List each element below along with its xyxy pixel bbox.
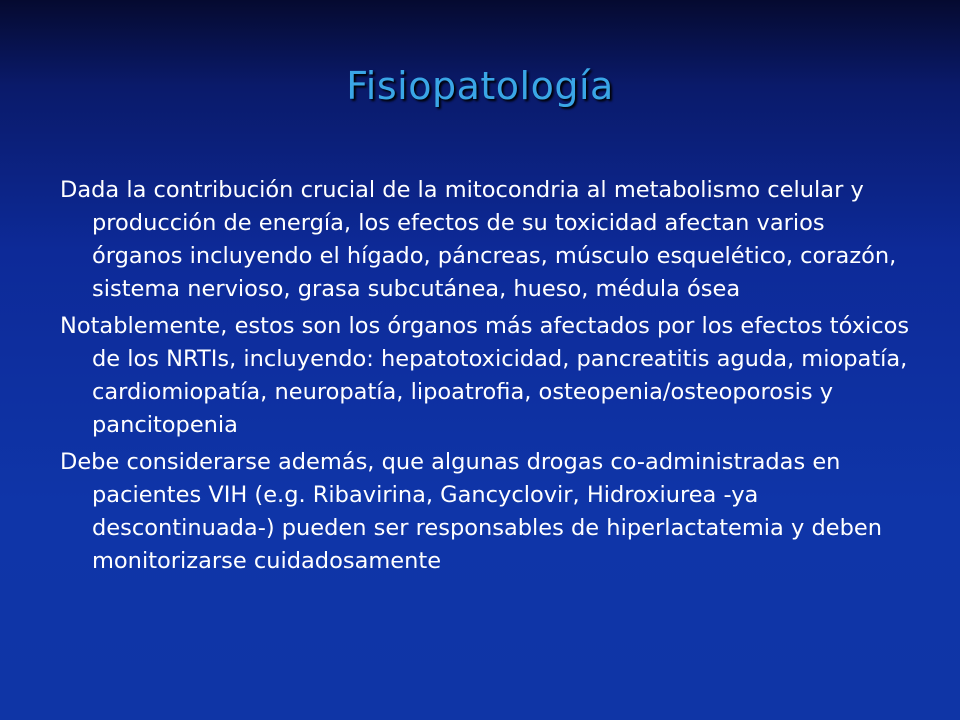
paragraph-coadministered-drugs: Debe considerarse además, que algunas drogas co-administradas en pacientes VIH (e.g. Ribavirina, Gancyclovir, Hidroxiurea -ya descontinuada-) pueden ser responsables de hiperlactatemia y deben monitorizarse cuidadosamente <box>60 449 882 574</box>
slide-title: Fisiopatología <box>346 64 614 108</box>
paragraph-nrti-effects: Notablemente, estos son los órganos más afectados por los efectos tóxicos de los NRTIs, incluyendo: hepatotoxicidad, pancreatitis aguda, miopatía, cardiomiopatía, neuropatía, lipoatrofia, osteopenia/osteoporosis y pancitopenia <box>60 313 910 438</box>
slide-body <box>60 174 920 582</box>
paragraph-mitochondria-contribution: Dada la contribución crucial de la mitocondria al metabolismo celular y producción de energía, los efectos de su toxicidad afectan varios órganos incluyendo el hígado, páncreas, músculo esquelético, corazón, sistema nervioso, grasa subcutánea, hueso, médula ósea <box>60 177 897 302</box>
